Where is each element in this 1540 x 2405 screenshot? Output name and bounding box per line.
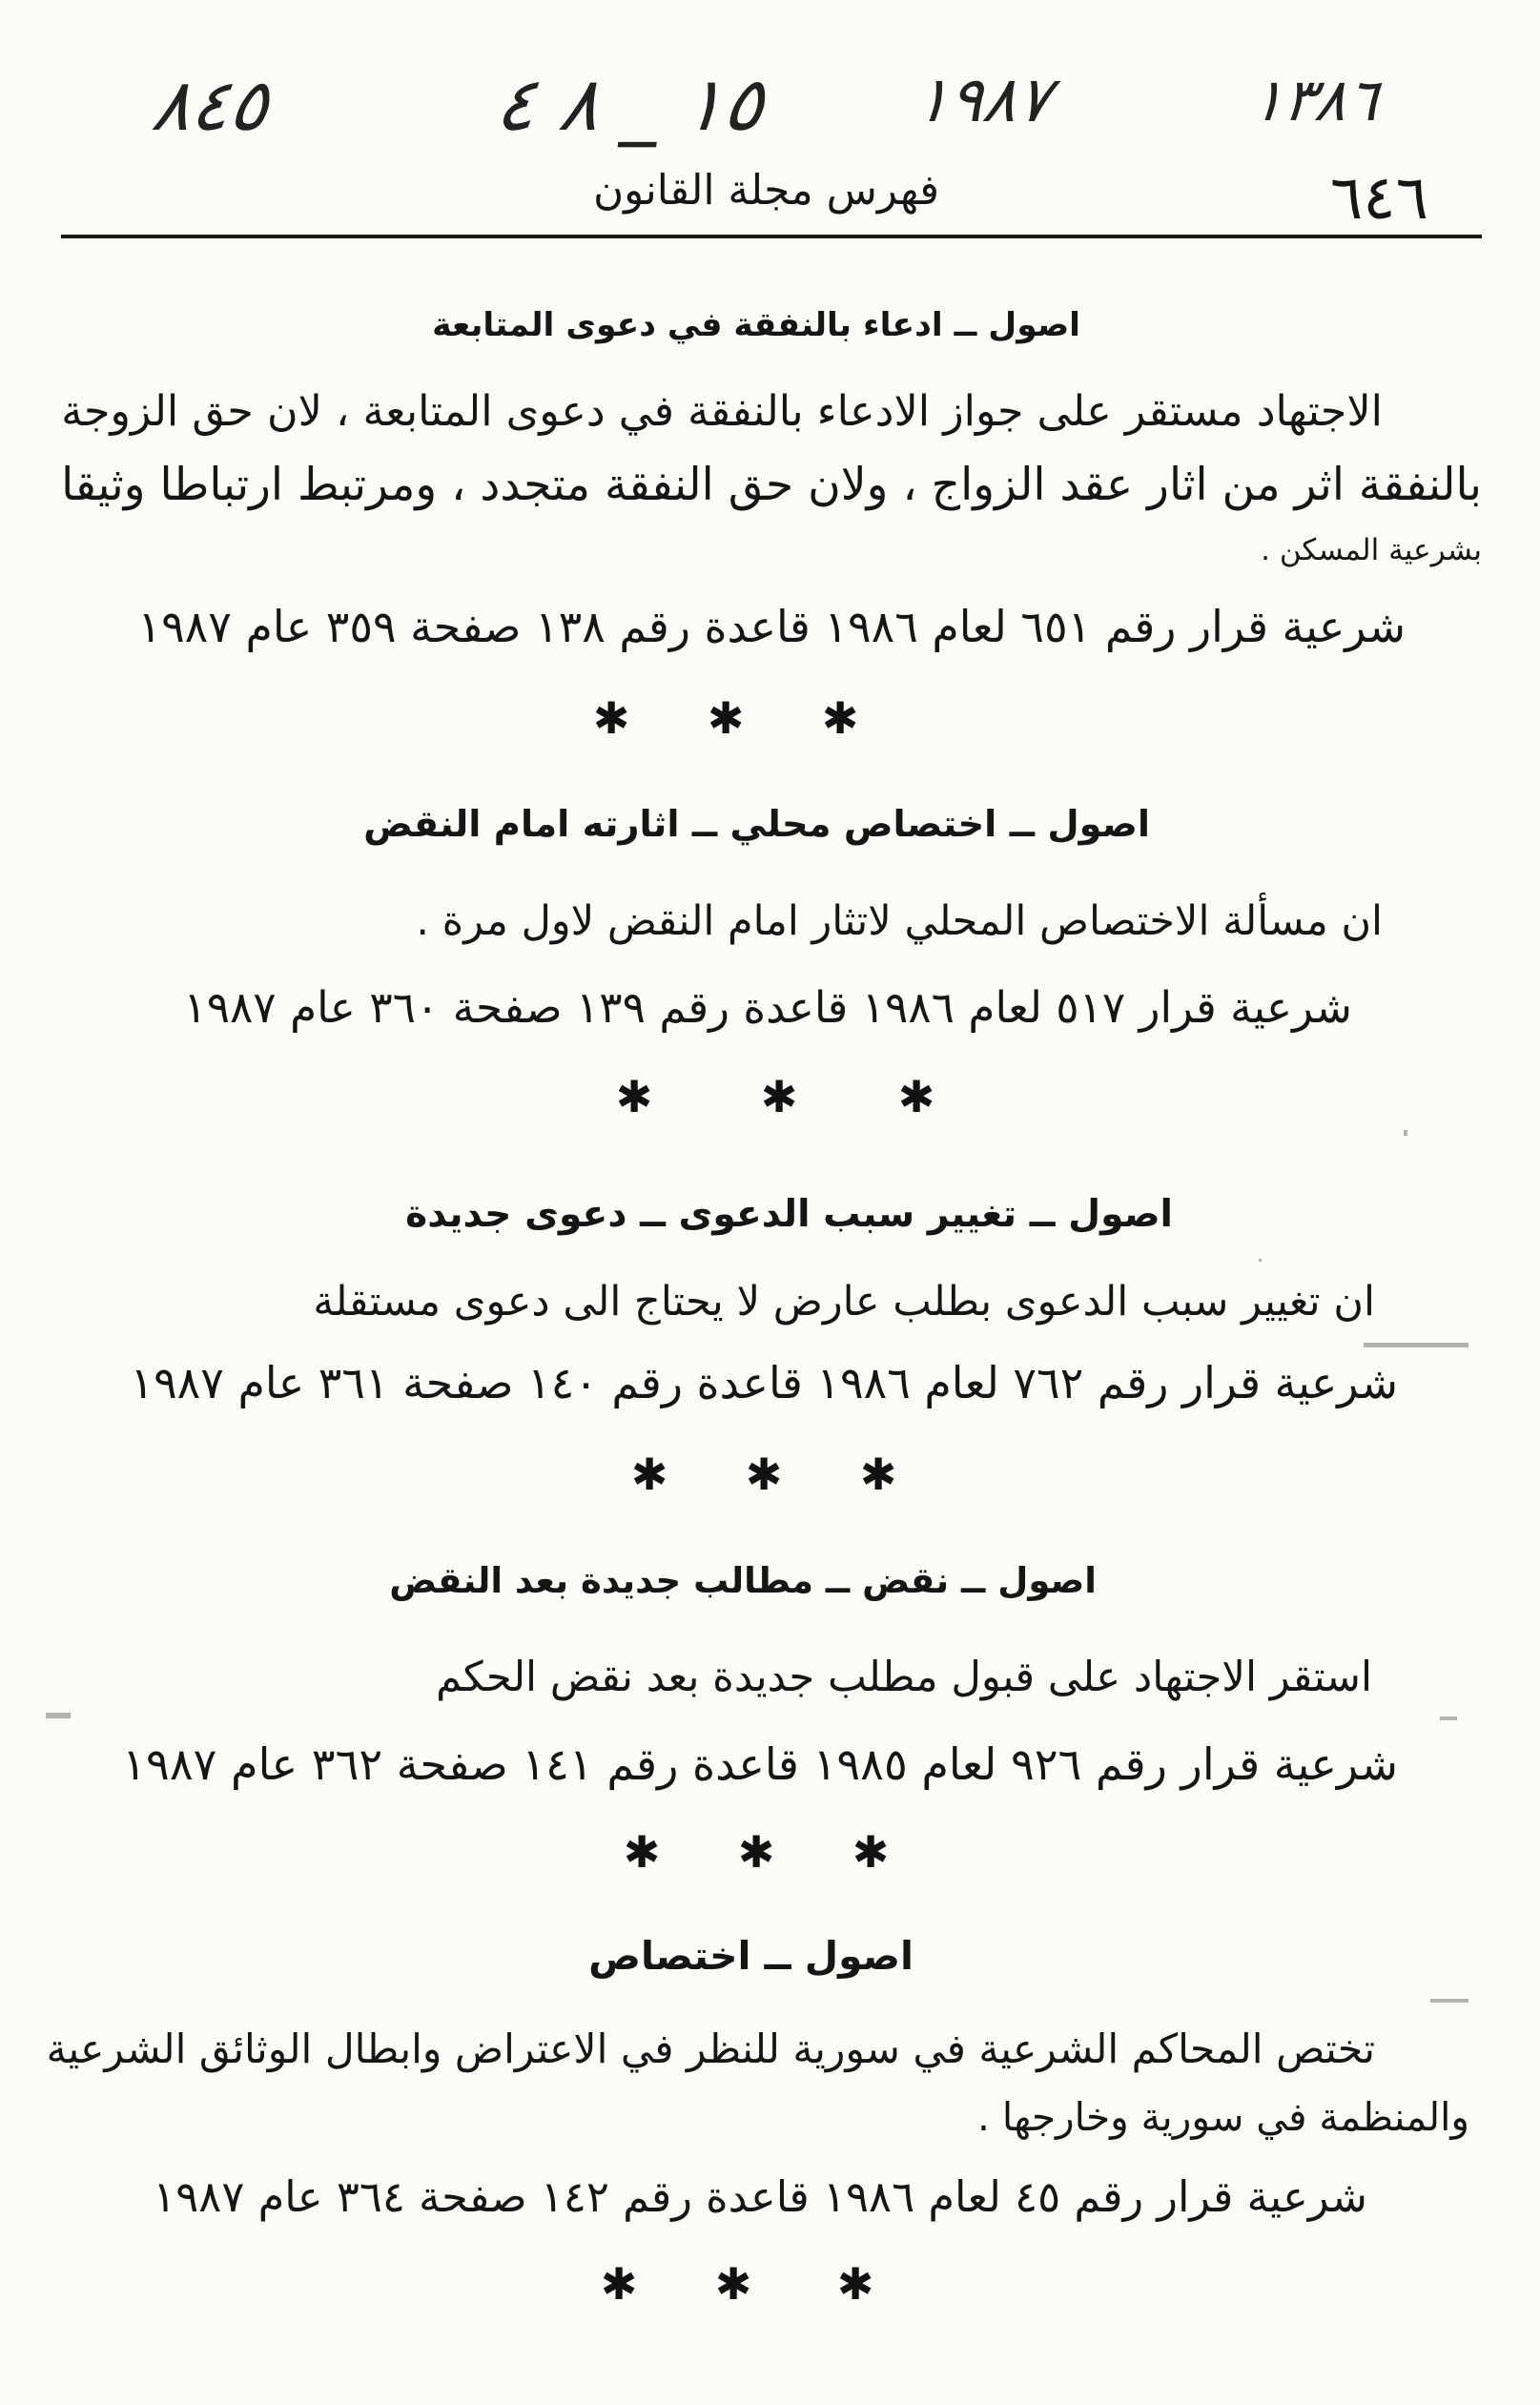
entry-body-line bbox=[416, 893, 1383, 950]
scan-speck bbox=[1364, 1343, 1468, 1347]
handwritten-mark bbox=[491, 62, 775, 148]
entry-body-line bbox=[61, 457, 1482, 514]
divider-star-icon: ✱ bbox=[600, 2258, 638, 2310]
handwritten-mark-text: ٨٤٥ bbox=[148, 63, 273, 147]
divider-star-icon: ✱ bbox=[760, 1071, 798, 1122]
entry-citation bbox=[137, 598, 1406, 655]
running-header-title bbox=[593, 162, 939, 219]
page-number bbox=[1314, 163, 1428, 234]
entry-body-line bbox=[61, 383, 1383, 441]
handwritten-mark-text: ١٥ _ ٨ ٤ bbox=[491, 62, 769, 148]
divider-star-icon: ✱ bbox=[714, 2258, 752, 2310]
divider-star-icon: ✱ bbox=[897, 1071, 935, 1122]
handwritten-mark bbox=[148, 63, 279, 147]
handwritten-mark-text: ١٣٨٦ bbox=[1248, 66, 1383, 134]
entry-body-line bbox=[46, 2022, 1375, 2079]
divider-star-icon: ✱ bbox=[630, 1449, 668, 1500]
entry-citation-text: شرعية قرار ٥١٧ لعام ١٩٨٦ قاعدة رقم ١٣٩ صفحة ٣٦٠ عام ١٩٨٧ bbox=[183, 982, 1352, 1033]
entry-heading bbox=[389, 1552, 1097, 1610]
entry-body-line bbox=[313, 1273, 1375, 1330]
entry-body-line bbox=[977, 2088, 1469, 2146]
entry-citation-text: شرعية قرار رقم ٩٢٦ لعام ١٩٨٥ قاعدة رقم ١٤١ صفحة ٣٦٢ عام ١٩٨٧ bbox=[122, 1738, 1398, 1790]
entry-heading bbox=[432, 297, 1080, 354]
header-rule bbox=[61, 235, 1482, 238]
entry-heading bbox=[363, 796, 1150, 853]
entry-heading-text: اصول ــ اختصاص bbox=[588, 1933, 914, 1979]
entry-citation-text: شرعية قرار رقم ٧٦٢ لعام ١٩٨٦ قاعدة رقم ١٤٠ صفحة ٣٦١ عام ١٩٨٧ bbox=[130, 1357, 1398, 1408]
entry-citation bbox=[130, 1354, 1398, 1411]
entry-body-text: بالنفقة اثر من اثار عقد الزواج ، ولان حق النفقة متجدد ، ومرتبط ارتباطا وثيقا bbox=[61, 459, 1482, 511]
divider-star-icon: ✱ bbox=[592, 692, 630, 744]
scan-speck bbox=[46, 1713, 71, 1718]
divider-star-icon: ✱ bbox=[623, 1826, 661, 1878]
divider-star-icon: ✱ bbox=[836, 2258, 874, 2310]
entry-heading bbox=[405, 1186, 1173, 1244]
entry-citation bbox=[183, 979, 1352, 1037]
scan-speck bbox=[1430, 1999, 1468, 2003]
scan-speck bbox=[1259, 1259, 1262, 1262]
entry-citation bbox=[153, 2169, 1367, 2226]
entry-body-text: بشرعية المسكن . bbox=[1261, 533, 1482, 567]
entry-body-text: ان مسألة الاختصاص المحلي لاتثار امام النقض لاول مرة . bbox=[416, 897, 1383, 945]
handwritten-mark-text: ١٩٨٧ bbox=[912, 63, 1056, 136]
entry-heading bbox=[588, 1927, 914, 1984]
entry-body-line bbox=[436, 1649, 1372, 1706]
entry-heading-text: اصول ــ نقض ــ مطالب جديدة بعد النقض bbox=[389, 1560, 1097, 1601]
divider-star-icon: ✱ bbox=[707, 692, 745, 744]
entry-heading-text: اصول ــ تغيير سبب الدعوى ــ دعوى جديدة bbox=[405, 1193, 1173, 1236]
scan-speck bbox=[1440, 1716, 1457, 1720]
entry-body-text: والمنظمة في سورية وخارجها . bbox=[977, 2094, 1469, 2140]
running-header-title-text: فهرس مجلة القانون bbox=[593, 166, 939, 215]
entry-citation bbox=[122, 1736, 1398, 1793]
divider-star-icon: ✱ bbox=[859, 1449, 897, 1500]
handwritten-mark bbox=[912, 63, 1061, 136]
entry-citation-text: شرعية قرار رقم ٦٥١ لعام ١٩٨٦ قاعدة رقم ١٣٨ صفحة ٣٥٩ عام ١٩٨٧ bbox=[137, 601, 1406, 652]
scan-speck bbox=[1404, 1130, 1407, 1136]
entry-body-text: الاجتهاد مستقر على جواز الادعاء بالنفقة في دعوى المتابعة ، لان حق الزوجة bbox=[61, 387, 1383, 436]
entry-body-text: ان تغيير سبب الدعوى بطلب عارض لا يحتاج الى دعوى مستقلة bbox=[313, 1278, 1375, 1326]
entry-body-line bbox=[1261, 522, 1482, 579]
divider-star-icon: ✱ bbox=[737, 1826, 775, 1878]
entry-body-text: تختص المحاكم الشرعية في سورية للنظر في الاعتراض وابطال الوثائق الشرعية bbox=[46, 2026, 1375, 2073]
divider-star-icon: ✱ bbox=[615, 1071, 653, 1122]
entry-heading-text: اصول ــ ادعاء بالنفقة في دعوى المتابعة bbox=[432, 306, 1080, 344]
entry-body-text: استقر الاجتهاد على قبول مطلب جديدة بعد نقض الحكم bbox=[436, 1654, 1372, 1701]
handwritten-mark bbox=[1248, 66, 1388, 134]
divider-star-icon: ✱ bbox=[745, 1449, 783, 1500]
divider-star-icon: ✱ bbox=[821, 692, 859, 744]
entry-heading-text: اصول ــ اختصاص محلي ــ اثارته امام النقض bbox=[363, 803, 1150, 846]
divider-star-icon: ✱ bbox=[852, 1826, 890, 1878]
page-number-text: ٦٤٦ bbox=[1329, 163, 1428, 234]
entry-citation-text: شرعية قرار رقم ٤٥ لعام ١٩٨٦ قاعدة رقم ١٤٢ صفحة ٣٦٤ عام ١٩٨٧ bbox=[153, 2171, 1367, 2222]
